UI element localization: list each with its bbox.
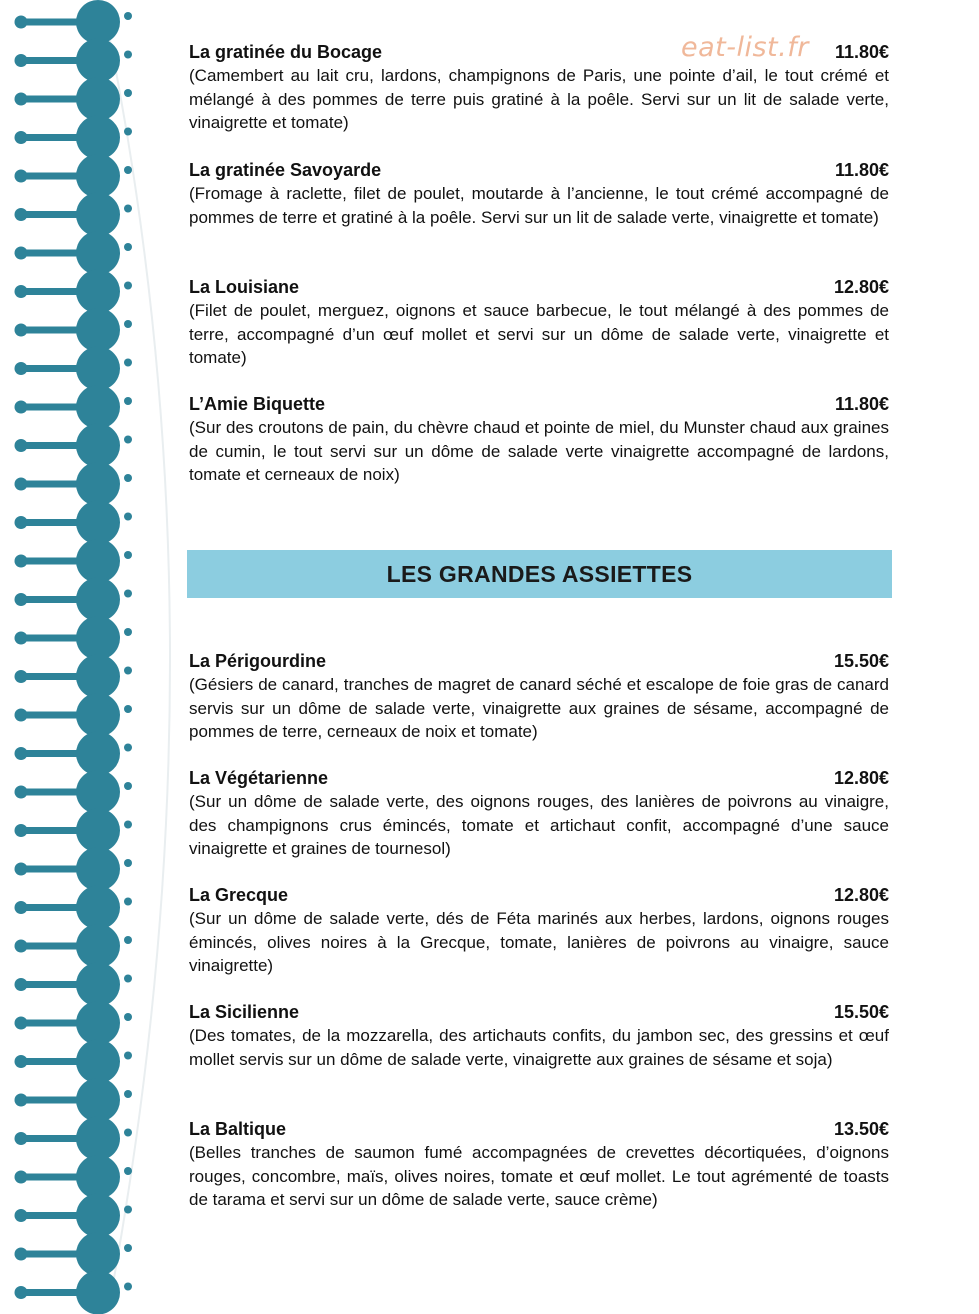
lollipop-motif [15, 1117, 133, 1161]
menu-item [189, 158, 889, 229]
dish-name: La Végétarienne [189, 768, 329, 788]
lollipop-motif [15, 732, 133, 776]
lollipop-motif [15, 308, 133, 352]
dish-name: La Périgourdine [189, 651, 327, 671]
dish-description: (Fromage à raclette, filet de poulet, moutarde à l’ancienne, le tout crémé accompagné de pommes de terre et gratiné à la poêle. Servi sur un lit de salade verte, vinaigrette et tomate) [189, 184, 889, 227]
menu-item [189, 766, 889, 861]
lollipop-motif [15, 0, 133, 44]
section-title: LES GRANDES ASSIETTES [386, 560, 693, 587]
lollipop-motif [15, 1155, 133, 1199]
dish-name: L’Amie Biquette [189, 394, 326, 414]
lollipop-motif [15, 1232, 133, 1276]
dish-price: 15.50€ [833, 1002, 889, 1022]
lollipop-motif [15, 847, 133, 891]
lollipop-motif [15, 1194, 133, 1238]
dish-name: La Sicilienne [189, 1002, 300, 1022]
lollipop-motif [15, 616, 133, 660]
dish-price: 11.80€ [834, 394, 889, 414]
dish-name: La Baltique [189, 1119, 287, 1139]
dish-name: La gratinée du Bocage [189, 42, 383, 62]
lollipop-motif [15, 539, 133, 583]
dish-price: 11.80€ [834, 42, 889, 62]
dish-name: La gratinée Savoyarde [189, 160, 382, 180]
dish-description: (Camembert au lait cru, lardons, champignons de Paris, une pointe d’ail, le tout crémé et mélangé à des pommes de terre puis gratiné à la poêle. Servi sur un lit de salade verte, vinaigrette et tomate) [189, 66, 889, 132]
lollipop-motif [15, 77, 133, 121]
lollipop-motif [15, 1078, 133, 1122]
lollipop-motif [15, 154, 133, 198]
lollipop-motif [15, 809, 133, 853]
dish-price: 12.80€ [833, 885, 889, 905]
menu-item [189, 1000, 889, 1071]
section-banner [187, 550, 892, 598]
lollipop-motif [15, 347, 133, 391]
lollipop-motif [15, 193, 133, 237]
dish-description: (Filet de poulet, merguez, oignons et sauce barbecue, le tout mélangé à des pommes de terre, accompagné d’un œuf mollet et servi sur un dôme de salade verte, vinaigrette et tomate) [189, 301, 889, 367]
menu-item [189, 40, 889, 135]
dish-price: 11.80€ [834, 160, 889, 180]
lollipop-motif [15, 963, 133, 1007]
lollipop-motif [15, 501, 133, 545]
lollipop-motif [15, 770, 133, 814]
lollipop-motif [15, 39, 133, 83]
dish-description: (Belles tranches de saumon fumé accompagnées de crevettes décortiquées, d’oignons rouges, concombre, maïs, olives noires, tomate et œuf mollet. Le tout agrémenté de toasts de tarama et servi sur un dôme de salade verte, sauce crème) [189, 1143, 889, 1209]
dish-description: (Sur des croutons de pain, du chèvre chaud et pointe de miel, du Munster chaud aux graines de cumin, le tout servi sur un dôme de salade verte vinaigrette accompagné de lardons, tomate et cerneaux de noix) [189, 418, 889, 484]
lollipop-motif [15, 1040, 133, 1084]
lollipop-motif [15, 270, 133, 314]
lollipop-motif [15, 655, 133, 699]
watermark: eat-list.fr [681, 32, 809, 63]
menu-item [189, 275, 889, 370]
lollipop-motif [15, 693, 133, 737]
decorative-border [0, 0, 190, 1314]
lollipop-motif [15, 462, 133, 506]
lollipop-motif [15, 385, 133, 429]
dish-price: 12.80€ [833, 768, 889, 788]
menu-item [189, 649, 889, 744]
lollipop-motif [15, 231, 133, 275]
menu-item [189, 392, 889, 487]
dish-name: La Grecque [189, 885, 289, 905]
lollipop-motif [15, 924, 133, 968]
dish-description: (Des tomates, de la mozzarella, des artichauts confits, du jambon sec, des gressins et œuf mollet servis sur un dôme de salade verte, vinaigrette aux graines de sésame et soja) [189, 1026, 889, 1069]
dish-price: 13.50€ [833, 1119, 889, 1139]
dish-price: 15.50€ [833, 651, 889, 671]
lollipop-motif [15, 424, 133, 468]
lollipop-motif [15, 578, 133, 622]
lollipop-motif [15, 886, 133, 930]
lollipop-motif [15, 116, 133, 160]
lollipop-motif [15, 1001, 133, 1045]
menu-item [189, 1117, 889, 1212]
dish-price: 12.80€ [833, 277, 889, 297]
menu-item [189, 883, 889, 978]
dish-description: (Sur un dôme de salade verte, dés de Féta marinés aux herbes, lardons, oignons rouges émincés, olives noires à la Grecque, tomate, lanières de poivrons au vinaigre, sauce vinaigrette) [189, 909, 889, 975]
dish-description: (Sur un dôme de salade verte, des oignons rouges, des lanières de poivrons au vinaigre, des champignons crus émincés, tomate et artichaut confit, accompagné d’une sauce vinaigrette et graines de tournesol) [189, 792, 889, 858]
dish-name: La Louisiane [189, 277, 300, 297]
dish-description: (Gésiers de canard, tranches de magret de canard séché et escalope de foie gras de canard servis sur un dôme de salade verte, vinaigrette aux graines de sésame, accompagné de pommes de terre, cerneaux de noix et tomate) [189, 675, 889, 741]
